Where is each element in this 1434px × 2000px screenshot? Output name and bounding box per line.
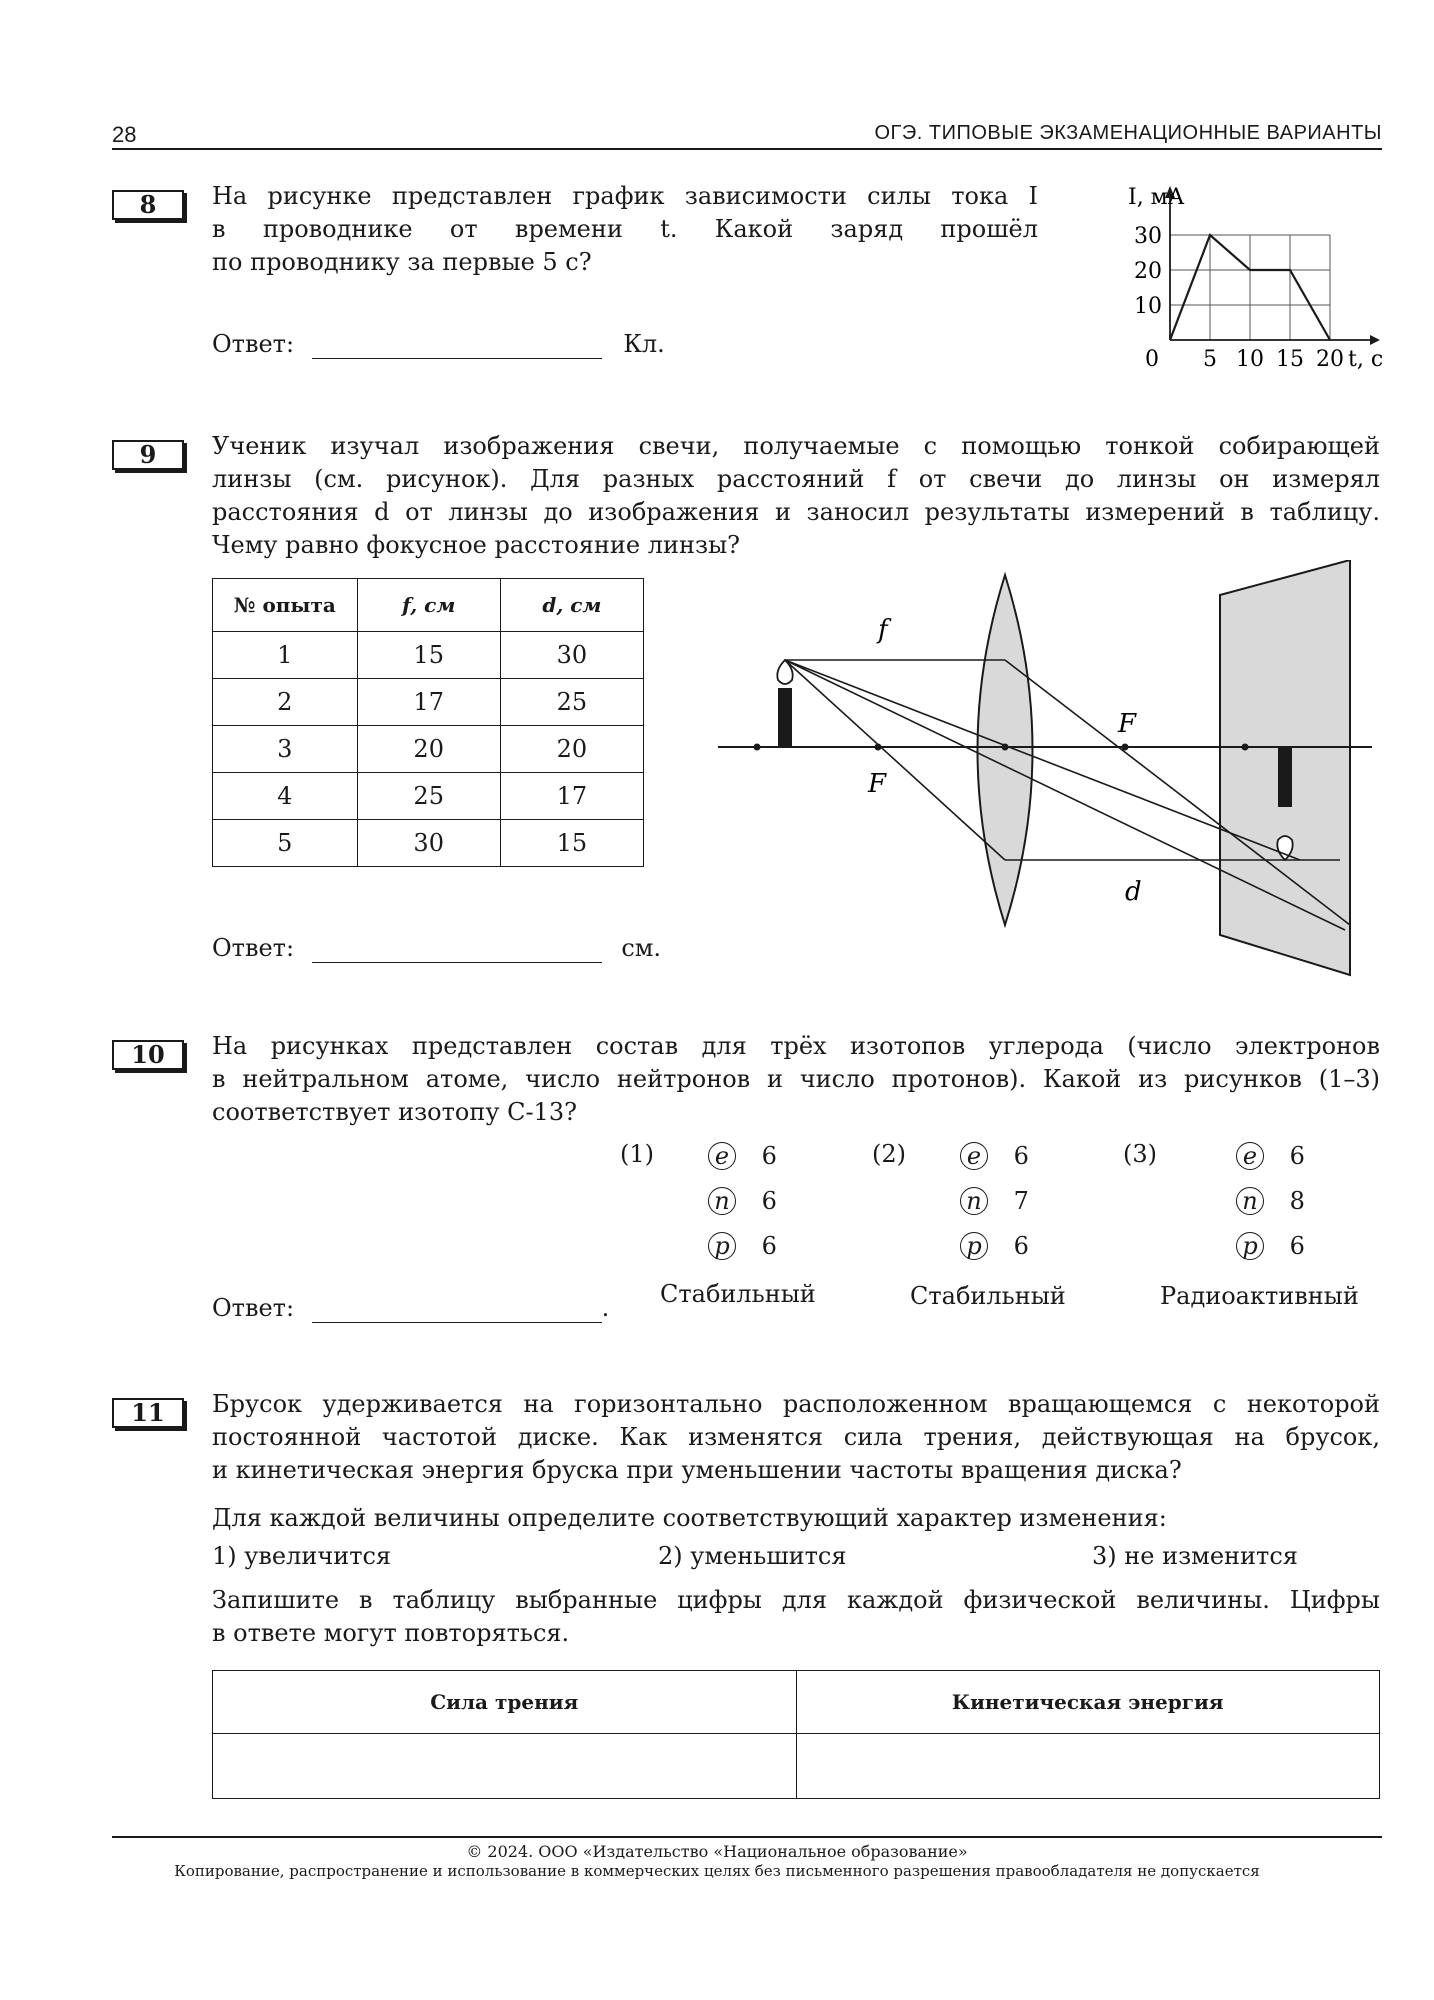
neutron-symbol: n	[960, 1187, 988, 1215]
q9-line-2: линзы (см. рисунок). Для разных расстояний f от свечи до линзы он измерял	[212, 465, 1380, 493]
proton-count: 6	[1013, 1232, 1029, 1260]
q10-option-1-neutrons	[708, 1187, 777, 1215]
q10-option-1-protons	[708, 1232, 777, 1260]
electron-symbol: e	[1236, 1142, 1264, 1170]
cell: 20	[500, 726, 643, 773]
answer-cell-friction[interactable]	[213, 1734, 797, 1799]
electron-count: 6	[761, 1142, 777, 1170]
table-row	[213, 679, 644, 726]
choice-2: 2) уменьшится	[658, 1542, 847, 1570]
y-axis-label: I, мА	[1128, 185, 1185, 210]
x-tick-label: 15	[1276, 347, 1304, 372]
question-9-text	[212, 430, 1380, 562]
th-friction-force: Сила трения	[213, 1671, 797, 1734]
proton-count: 6	[1289, 1232, 1305, 1260]
q10-option-1-electrons	[708, 1142, 777, 1170]
q10-option-3-protons	[1236, 1232, 1305, 1260]
answer-cell-kinetic[interactable]	[796, 1734, 1380, 1799]
q10-option-3-electrons	[1236, 1142, 1305, 1170]
x-tick-labels	[1145, 347, 1344, 372]
th-kinetic-energy: Кинетическая энергия	[796, 1671, 1380, 1734]
x-axis-arrow	[1370, 335, 1380, 345]
question-10-number: 10	[112, 1040, 184, 1070]
electron-count: 6	[1013, 1142, 1029, 1170]
neutron-count: 8	[1289, 1187, 1305, 1215]
cell: 30	[357, 820, 500, 867]
table-row	[213, 820, 644, 867]
question-11-text	[212, 1388, 1380, 1487]
cell: 30	[500, 632, 643, 679]
electron-symbol: e	[708, 1142, 736, 1170]
q9-th-experiment: № опыта	[213, 579, 358, 632]
q10-answer-field[interactable]	[312, 1294, 602, 1323]
q9-answer-field[interactable]	[312, 934, 602, 963]
y-tick-label: 10	[1134, 294, 1162, 319]
electron-symbol: e	[960, 1142, 988, 1170]
neutron-symbol: n	[1236, 1187, 1264, 1215]
question-10-text	[212, 1030, 1380, 1129]
electron-count: 6	[1289, 1142, 1305, 1170]
axis-point-2f-right	[1242, 744, 1249, 751]
question-9-number: 9	[112, 440, 184, 470]
q10-option-2-status: Стабильный	[910, 1282, 1066, 1310]
q10-option-1-label: (1)	[620, 1140, 654, 1168]
q11-write-line-2: в ответе могут повторяться.	[212, 1619, 570, 1647]
q10-option-3-neutrons	[1236, 1187, 1305, 1215]
proton-symbol: p	[960, 1232, 988, 1260]
q10-answer-row	[212, 1294, 609, 1323]
q8-answer-field[interactable]	[312, 330, 602, 359]
q9-answer-row	[212, 934, 661, 963]
q10-answer-label: Ответ:	[212, 1294, 295, 1322]
q11-write-instruction	[212, 1584, 1380, 1650]
table-row	[213, 773, 644, 820]
q8-answer-unit: Кл.	[623, 330, 665, 358]
candle-flame-icon	[777, 660, 792, 684]
q10-option-2-electrons	[960, 1142, 1029, 1170]
x-tick-label: 20	[1316, 347, 1344, 372]
y-tick-label: 20	[1134, 259, 1162, 284]
q8-answer-row	[212, 330, 665, 359]
y-tick-labels	[1134, 224, 1162, 319]
footer-rule	[112, 1836, 1382, 1838]
q10-line-1: На рисунках представлен состав для трёх изотопов углерода (число электронов	[212, 1032, 1380, 1060]
q11-answer-table	[212, 1670, 1380, 1799]
neutron-symbol: n	[708, 1187, 736, 1215]
q11-line-2: постоянной частотой диске. Как изменятся сила трения, действующая на брусок,	[212, 1423, 1380, 1451]
neutron-count: 6	[761, 1187, 777, 1215]
q10-option-2-label: (2)	[872, 1140, 906, 1168]
footer-copyright: © 2024. ООО «Издательство «Национальное образование»	[466, 1842, 968, 1861]
q10-option-2-protons	[960, 1232, 1029, 1260]
q8-answer-label: Ответ:	[212, 330, 295, 358]
cell: 25	[357, 773, 500, 820]
q11-line-1: Брусок удерживается на горизонтально расположенном вращающемся с некоторой	[212, 1390, 1380, 1418]
cell: 2	[213, 679, 358, 726]
q9-line-1: Ученик изучал изображения свечи, получаемые с помощью тонкой собирающей	[212, 432, 1380, 460]
page-number: 28	[112, 122, 137, 147]
q10-option-2-neutrons	[960, 1187, 1029, 1215]
q8-line-1: На рисунке представлен график зависимости силы тока I	[212, 182, 1038, 210]
q10-line-3: соответствует изотопу С-13?	[212, 1098, 577, 1126]
q10-option-3-label: (3)	[1123, 1140, 1157, 1168]
q10-line-2: в нейтральном атоме, число нейтронов и число протонов). Какой из рисунков (1–3)	[212, 1065, 1380, 1093]
q9-th-d: d, см	[500, 579, 643, 632]
candle	[778, 688, 792, 747]
table-row	[213, 632, 644, 679]
y-tick-label: 30	[1134, 224, 1162, 249]
cell: 17	[357, 679, 500, 726]
q11-line-3: и кинетическая энергия бруска при уменьшении частоты вращения диска?	[212, 1456, 1182, 1484]
q8-line-3: по проводнику за первые 5 с?	[212, 248, 592, 276]
neutron-count: 7	[1013, 1187, 1029, 1215]
q10-option-3-status: Радиоактивный	[1160, 1282, 1359, 1310]
label-F-right: F	[1118, 709, 1137, 739]
q9-line-3: расстояния d от линзы до изображения и заносил результаты измерений в таблицу.	[212, 498, 1380, 526]
choice-1: 1) увеличится	[212, 1542, 392, 1570]
cell: 1	[213, 632, 358, 679]
cell: 4	[213, 773, 358, 820]
q8-current-time-chart	[1080, 180, 1390, 380]
chart-grid	[1170, 235, 1330, 340]
q8-line-2: в проводнике от времени t. Какой заряд прошёл	[212, 215, 1038, 243]
cell: 15	[500, 820, 643, 867]
q9-th-f: f, см	[357, 579, 500, 632]
cell: 17	[500, 773, 643, 820]
proton-symbol: p	[708, 1232, 736, 1260]
proton-count: 6	[761, 1232, 777, 1260]
candle-image	[1278, 747, 1292, 807]
proton-symbol: p	[1236, 1232, 1264, 1260]
q10-answer-end: .	[601, 1294, 610, 1322]
ray-through-focus	[785, 660, 1005, 860]
cell: 3	[213, 726, 358, 773]
q9-lens-diagram	[700, 560, 1390, 980]
cell: 25	[500, 679, 643, 726]
q9-answer-label: Ответ:	[212, 934, 295, 962]
question-8-text	[212, 180, 1038, 279]
axis-point-2f	[754, 744, 761, 751]
q11-choices	[212, 1540, 1380, 1574]
label-F-left: F	[868, 769, 887, 799]
x-tick-label: 0	[1145, 347, 1159, 372]
header-rule	[112, 148, 1382, 150]
cell: 20	[357, 726, 500, 773]
q10-option-1-status: Стабильный	[660, 1280, 816, 1308]
q11-write-line-1: Запишите в таблицу выбранные цифры для каждой физической величины. Цифры	[212, 1586, 1380, 1614]
cell: 5	[213, 820, 358, 867]
footer-notice: Копирование, распространение и использование в коммерческих целях без письменного разрешения правообладателя не допускается	[174, 1862, 1260, 1880]
x-tick-label: 5	[1203, 347, 1217, 372]
q9-answer-unit: см.	[621, 934, 662, 962]
running-title: ОГЭ. ТИПОВЫЕ ЭКЗАМЕНАЦИОННЫЕ ВАРИАНТЫ	[874, 122, 1382, 144]
q9-line-4: Чему равно фокусное расстояние линзы?	[212, 531, 741, 559]
label-f: f	[878, 615, 888, 645]
choice-3: 3) не изменится	[1092, 1542, 1298, 1570]
label-d: d	[1125, 877, 1142, 907]
q9-measurement-table	[212, 578, 644, 867]
question-8-number: 8	[112, 190, 184, 220]
q11-instruction: Для каждой величины определите соответствующий характер изменения:	[212, 1504, 1167, 1532]
x-tick-label: 10	[1236, 347, 1264, 372]
cell: 15	[357, 632, 500, 679]
x-axis-label: t, с	[1348, 347, 1384, 372]
question-11-number: 11	[112, 1398, 184, 1428]
table-row	[213, 726, 644, 773]
